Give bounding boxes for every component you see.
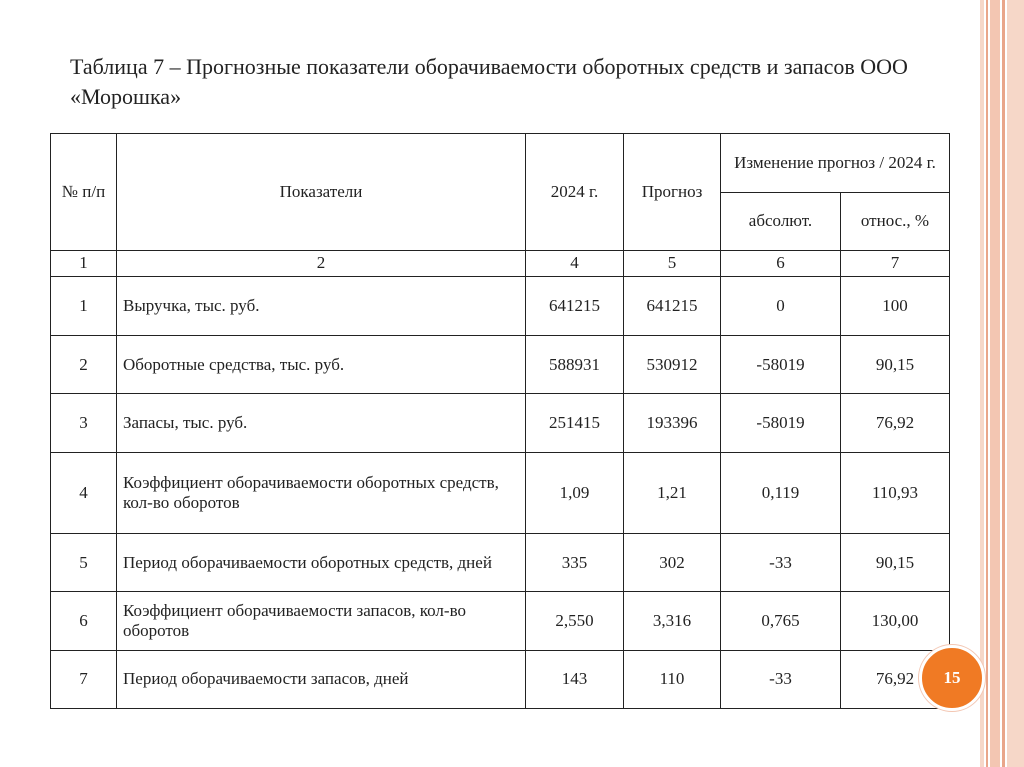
stripe [1007, 0, 1024, 767]
indicator-name: Выручка, тыс. руб. [117, 276, 526, 335]
change-absolute: -58019 [721, 394, 841, 452]
header-num: № п/п [51, 134, 117, 251]
value-2024: 143 [526, 650, 624, 708]
value-2024: 251415 [526, 394, 624, 452]
value-forecast: 110 [624, 650, 721, 708]
row-number: 5 [51, 534, 117, 592]
row-number: 4 [51, 452, 117, 533]
indicator-name: Коэффициент оборачиваемости оборотных средств, кол-во оборотов [117, 452, 526, 533]
value-2024: 641215 [526, 276, 624, 335]
change-relative: 76,92 [841, 650, 950, 708]
column-number: 5 [624, 250, 721, 276]
header-year: 2024 г. [526, 134, 624, 251]
value-2024: 335 [526, 534, 624, 592]
header-rel: относ., % [841, 193, 950, 250]
column-number: 4 [526, 250, 624, 276]
row-number: 7 [51, 650, 117, 708]
row-number: 2 [51, 336, 117, 394]
table-title: Таблица 7 – Прогнозные показатели оборачиваемости оборотных средств и запасов ООО «Морошка» [70, 54, 908, 109]
value-forecast: 1,21 [624, 452, 721, 533]
change-absolute: -58019 [721, 336, 841, 394]
forecast-table [50, 133, 950, 709]
table-row [51, 394, 950, 452]
value-forecast: 193396 [624, 394, 721, 452]
indicator-name: Оборотные средства, тыс. руб. [117, 336, 526, 394]
table-row [51, 452, 950, 533]
value-2024: 2,550 [526, 592, 624, 650]
indicator-name: Запасы, тыс. руб. [117, 394, 526, 452]
value-forecast: 3,316 [624, 592, 721, 650]
change-absolute: 0,119 [721, 452, 841, 533]
indicator-name: Коэффициент оборачиваемости запасов, кол-во оборотов [117, 592, 526, 650]
change-absolute: 0,765 [721, 592, 841, 650]
change-absolute: -33 [721, 534, 841, 592]
column-number: 6 [721, 250, 841, 276]
value-forecast: 302 [624, 534, 721, 592]
header-change: Изменение прогноз / 2024 г. [721, 134, 950, 193]
change-relative: 100 [841, 276, 950, 335]
row-number: 3 [51, 394, 117, 452]
stripe [980, 0, 984, 767]
page-number-badge: 15 [919, 645, 985, 711]
header-abs: абсолют. [721, 193, 841, 250]
header-forecast: Прогноз [624, 134, 721, 251]
change-relative: 110,93 [841, 452, 950, 533]
stripe [1002, 0, 1005, 767]
column-number: 2 [117, 250, 526, 276]
change-absolute: 0 [721, 276, 841, 335]
table-row [51, 336, 950, 394]
row-number: 1 [51, 276, 117, 335]
indicator-name: Период оборачиваемости запасов, дней [117, 650, 526, 708]
decorative-side-stripes [980, 0, 1024, 767]
column-number: 1 [51, 250, 117, 276]
change-relative: 90,15 [841, 336, 950, 394]
stripe [990, 0, 1000, 767]
table-row [51, 592, 950, 650]
change-relative: 76,92 [841, 394, 950, 452]
header-indicator: Показатели [117, 134, 526, 251]
column-number: 7 [841, 250, 950, 276]
table-row [51, 276, 950, 335]
change-relative: 130,00 [841, 592, 950, 650]
row-number: 6 [51, 592, 117, 650]
value-forecast: 641215 [624, 276, 721, 335]
change-relative: 90,15 [841, 534, 950, 592]
value-2024: 1,09 [526, 452, 624, 533]
change-absolute: -33 [721, 650, 841, 708]
column-number-row [51, 250, 950, 276]
stripe [986, 0, 988, 767]
table-row [51, 534, 950, 592]
value-2024: 588931 [526, 336, 624, 394]
indicator-name: Период оборачиваемости оборотных средств, дней [117, 534, 526, 592]
value-forecast: 530912 [624, 336, 721, 394]
table-row [51, 650, 950, 708]
header-row [51, 134, 950, 193]
